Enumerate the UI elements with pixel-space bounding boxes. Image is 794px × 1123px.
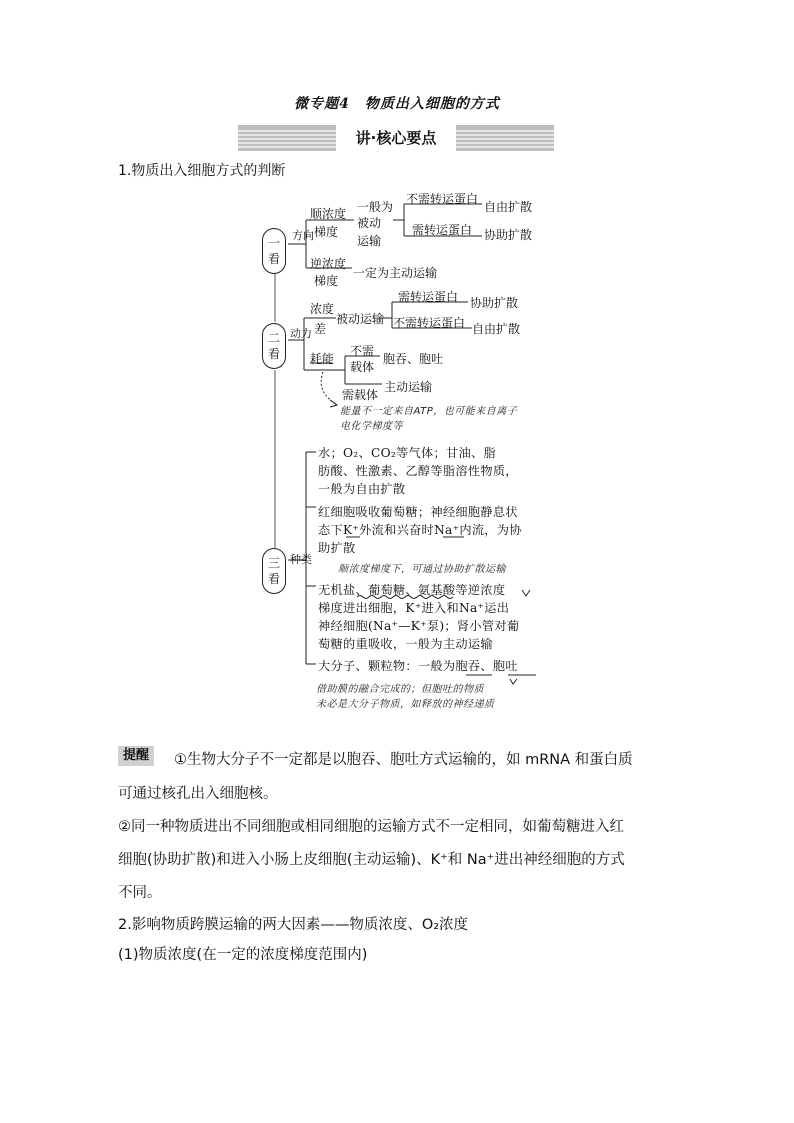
look3-p3-line1: 无机盐、葡萄糖、氨基酸等逆浓度 — [318, 583, 506, 597]
section-2-heading: 2.影响物质跨膜运输的两大因素——物质浓度、O₂浓度 — [118, 917, 469, 933]
look1-a: 顺浓度 — [310, 207, 347, 221]
page-title: 微专题4 物质出入细胞的方式 — [294, 96, 500, 112]
look3-p2-line1: 红细胞吸收葡萄糖；神经细胞静息状 — [318, 505, 518, 519]
look3-p3-line4: 萄糖的重吸收，一般为主动运输 — [318, 637, 493, 651]
look2-d: 需转运蛋白 — [398, 290, 459, 304]
look1-axis: 方向 — [292, 229, 314, 242]
look2-l: 需载体 — [342, 388, 379, 402]
tip-line2: 可通过核孔出入细胞核。 — [118, 786, 278, 802]
look3-p2-line3: 助扩散 — [318, 541, 356, 555]
look2-m: 主动运输 — [384, 380, 433, 394]
look2-e: 协助扩散 — [470, 296, 519, 310]
look3-p4: 大分子、颗粒物：一般为胞吞、胞吐 — [318, 659, 518, 673]
look3-p1-line1: 水；O₂、CO₂等气体；甘油、脂 — [318, 446, 496, 460]
look1-circle: 一看 — [262, 228, 286, 274]
look2-b: 差 — [314, 322, 327, 336]
look2-a: 浓度 — [310, 302, 335, 316]
look2-j: 载体 — [350, 360, 375, 374]
look2-i: 不需 — [350, 344, 375, 358]
section-1-heading: 1.物质出入细胞方式的判断 — [118, 163, 286, 179]
tip-line5: 不同。 — [118, 885, 162, 901]
look3-p2-line2: 态下K⁺外流和兴奋时Na⁺内流，为协 — [318, 523, 522, 537]
look3-p1-line2: 肪酸、性激素、乙醇等脂溶性物质， — [318, 464, 518, 478]
look1-e: 运输 — [357, 234, 382, 248]
look3-circle: 三看 — [262, 548, 286, 594]
look3-p3-line2: 梯度进出细胞，K⁺进入和Na⁺运出 — [318, 601, 510, 615]
look2-axis: 动力 — [290, 327, 312, 340]
look3-p1-line3: 一般为自由扩散 — [318, 482, 406, 496]
look1-c: 一般为 — [357, 200, 394, 214]
tip-line1: ①生物大分子不一定都是以胞吞、胞吐方式运输的，如 mRNA 和蛋白质 — [174, 752, 633, 768]
look2-circle: 二看 — [262, 323, 286, 369]
tip-label: 提醒 — [118, 746, 154, 766]
look1-b: 梯度 — [314, 225, 339, 239]
look1-f: 不需转运蛋白 — [406, 192, 479, 206]
look2-c: 被动运输 — [336, 312, 385, 326]
look2-k: 胞吞、胞吐 — [383, 352, 444, 366]
section-2-1-heading: (1)物质浓度(在一定的浓度梯度范围内) — [118, 947, 368, 963]
tip-line3: ②同一种物质进出不同细胞或相同细胞的运输方式不一定相同，如葡萄糖进入红 — [118, 819, 624, 835]
look1-h: 需转运蛋白 — [412, 223, 473, 237]
look1-j: 逆浓度 — [310, 257, 347, 271]
look3-p3-line3: 神经细胞(Na⁺—K⁺泵)；肾小管对葡 — [318, 619, 520, 633]
look1-d: 被动 — [357, 216, 382, 230]
tip-line4: 细胞(协助扩散)和进入小肠上皮细胞(主动运输)、K⁺和 Na⁺进出神经细胞的方式 — [118, 852, 625, 868]
look1-i: 协助扩散 — [484, 228, 533, 242]
look2-h: 耗能 — [310, 352, 335, 366]
look3-axis: 种类 — [290, 553, 312, 566]
look1-g: 自由扩散 — [484, 200, 533, 214]
look2-g: 自由扩散 — [472, 322, 521, 336]
look3-handnote-1: 顺浓度梯度下，可通过协助扩散运输 — [338, 564, 506, 575]
look2-note-line1: 能量不一定来自ATP，也可能来自离子 — [340, 406, 518, 417]
look2-f: 不需转运蛋白 — [393, 316, 466, 330]
look2-note-line2: 电化学梯度等 — [340, 421, 403, 432]
look1-l: 一定为主动运输 — [353, 266, 438, 280]
banner-label: 讲·核心要点 — [355, 129, 437, 147]
look3-handnote-2: 借助膜的融合完成的；但胞吐的物质 — [316, 684, 484, 695]
look3-handnote-3: 未必是大分子物质，如释放的神经递质 — [316, 699, 495, 710]
look1-k: 梯度 — [314, 274, 339, 288]
